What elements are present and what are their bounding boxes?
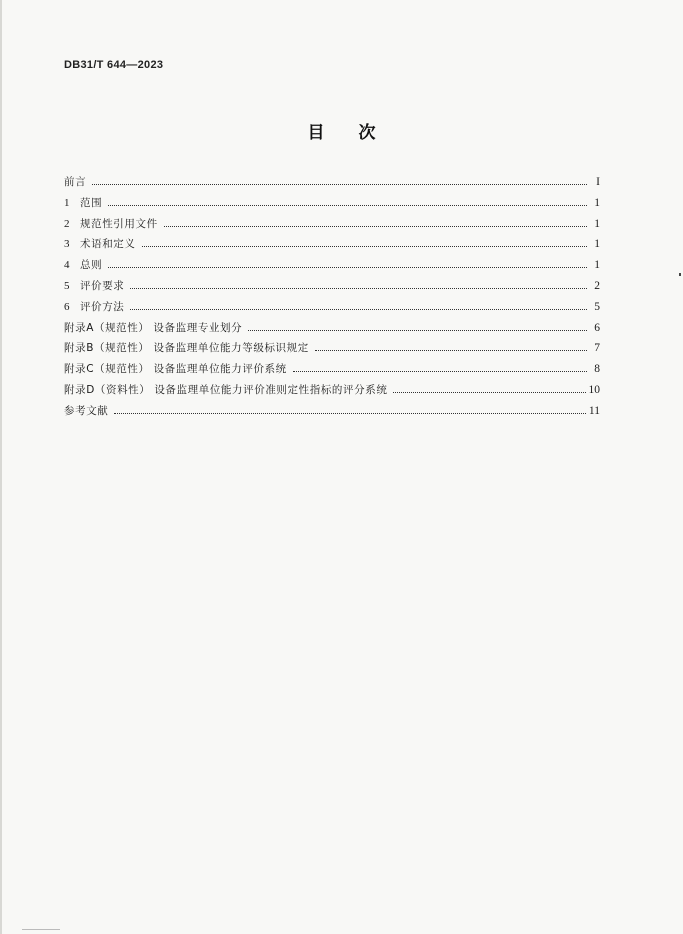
- toc-leader-dots: [108, 266, 587, 268]
- toc-entry-appendix-c[interactable]: [64, 361, 600, 382]
- document-code: DB31/T 644—2023: [64, 59, 164, 71]
- toc-entry-label: 附录C（规范性） 设备监理单位能力评价系统: [64, 363, 287, 376]
- toc-entry-evaluation-methods[interactable]: [64, 299, 600, 320]
- toc-page-number: 7: [594, 342, 600, 355]
- toc-section-number: 1: [64, 196, 70, 209]
- toc-leader-dots: [293, 370, 587, 372]
- toc-entry-label: 规范性引用文件: [80, 217, 158, 230]
- toc-page-number: 6: [594, 321, 600, 334]
- toc-entry-appendix-d[interactable]: [64, 382, 600, 403]
- toc-page-number: 1: [594, 259, 600, 272]
- toc-leader-dots: [315, 349, 587, 351]
- toc-entry-label: 附录D（资料性） 设备监理单位能力评价准则定性指标的评分系统: [64, 383, 388, 396]
- toc-entry-appendix-b[interactable]: [64, 340, 600, 361]
- toc-entry-label: 评价方法: [80, 300, 125, 313]
- toc-entry-label: 范围: [80, 196, 103, 209]
- toc-entry-label: 术语和定义: [80, 238, 136, 251]
- toc-page-number: 1: [594, 217, 600, 230]
- toc-section-number: 6: [64, 300, 70, 313]
- toc-leader-dots: [164, 225, 587, 227]
- page-title: 目次: [307, 123, 410, 143]
- table-of-contents: [64, 174, 600, 424]
- toc-section-number: 4: [64, 259, 70, 272]
- scan-mark: [679, 273, 681, 276]
- toc-entry-label: 附录A（规范性） 设备监理专业划分: [64, 321, 243, 334]
- toc-entry-terms-definitions[interactable]: [64, 236, 600, 257]
- toc-page-number: 10: [588, 383, 600, 396]
- toc-entry-bibliography[interactable]: [64, 403, 600, 424]
- toc-entry-label: 前言: [64, 176, 87, 188]
- toc-page-number: I: [596, 176, 600, 188]
- toc-section-number: 3: [64, 238, 70, 251]
- toc-entry-scope[interactable]: [64, 195, 600, 216]
- toc-page-number: 1: [594, 196, 600, 209]
- toc-section-number: 5: [64, 279, 70, 292]
- toc-page-number: 8: [594, 363, 600, 376]
- toc-leader-dots: [130, 308, 587, 310]
- toc-entry-general[interactable]: [64, 257, 600, 278]
- toc-entry-normative-references[interactable]: [64, 216, 600, 237]
- toc-section-number: 2: [64, 217, 70, 230]
- toc-entry-label: 参考文献: [64, 404, 109, 417]
- toc-page-number: 5: [594, 300, 600, 313]
- toc-entry-label: 总则: [80, 259, 103, 272]
- toc-entry-evaluation-requirements[interactable]: [64, 278, 600, 299]
- toc-page-number: 11: [588, 404, 600, 417]
- toc-leader-dots: [142, 245, 588, 247]
- toc-page-number: 2: [594, 279, 600, 292]
- toc-leader-dots: [393, 391, 585, 393]
- toc-leader-dots: [108, 204, 587, 206]
- toc-entry-label: 附录B（规范性） 设备监理单位能力等级标识规定: [64, 342, 309, 355]
- toc-leader-dots: [114, 412, 586, 414]
- toc-entry-label: 评价要求: [80, 279, 125, 292]
- toc-leader-dots: [130, 287, 587, 289]
- scan-mark: [22, 929, 60, 930]
- toc-leader-dots: [248, 329, 587, 331]
- toc-leader-dots: [92, 183, 587, 185]
- toc-entry-appendix-a[interactable]: [64, 320, 600, 341]
- toc-page-number: 1: [594, 238, 600, 251]
- toc-entry-foreword[interactable]: [64, 174, 600, 195]
